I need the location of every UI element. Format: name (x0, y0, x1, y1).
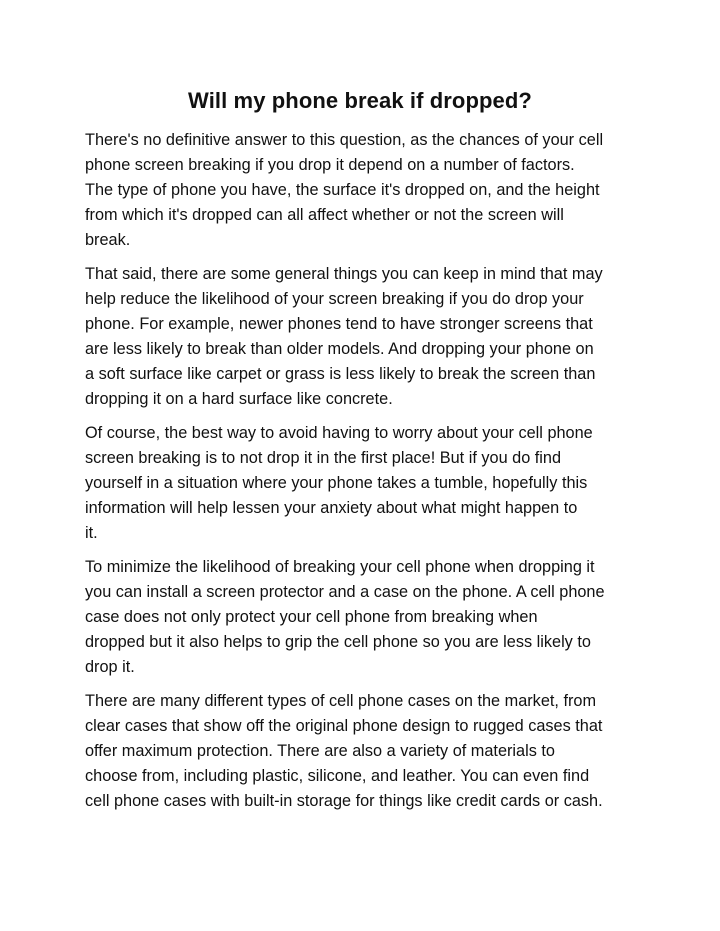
paragraph-line: choose from, including plastic, silicone, and leather. You can even find (85, 767, 590, 785)
paragraph-line: yourself in a situation where your phone takes a tumble, hopefully this (85, 474, 588, 492)
paragraph-line: dropping it on a hard surface like concrete. (85, 390, 393, 408)
paragraph-4 (85, 555, 645, 680)
paragraph-line: Of course, the best way to avoid having to worry about your cell phone (85, 424, 593, 442)
paragraph-line: you can install a screen protector and a case on the phone. A cell phone (85, 583, 605, 601)
paragraph-line: cell phone cases with built-in storage for things like credit cards or cash. (85, 792, 603, 810)
paragraph-1 (85, 128, 645, 253)
paragraph-line: To minimize the likelihood of breaking your cell phone when dropping it (85, 558, 595, 576)
paragraph-line: dropped but it also helps to grip the cell phone so you are less likely to (85, 633, 591, 651)
document-body (85, 128, 645, 823)
paragraph-3 (85, 421, 645, 546)
paragraph-line: a soft surface like carpet or grass is less likely to break the screen than (85, 365, 596, 383)
paragraph-line: The type of phone you have, the surface it's dropped on, and the height (85, 181, 600, 199)
paragraph-2 (85, 262, 645, 412)
paragraph-line: offer maximum protection. There are also a variety of materials to (85, 742, 555, 760)
document-title: Will my phone break if dropped? (188, 88, 532, 113)
paragraph-line: help reduce the likelihood of your screen breaking if you do drop your (85, 290, 584, 308)
paragraph-line: from which it's dropped can all affect whether or not the screen will (85, 206, 564, 224)
paragraph-line: screen breaking is to not drop it in the first place! But if you do find (85, 449, 562, 467)
paragraph-line: it. (85, 524, 98, 542)
paragraph-line: There are many different types of cell phone cases on the market, from (85, 692, 597, 710)
paragraph-line: phone. For example, newer phones tend to have stronger screens that (85, 315, 593, 333)
paragraph-5 (85, 689, 645, 814)
paragraph-line: are less likely to break than older models. And dropping your phone on (85, 340, 594, 358)
paragraph-line: case does not only protect your cell phone from breaking when (85, 608, 538, 626)
paragraph-line: clear cases that show off the original phone design to rugged cases that (85, 717, 603, 735)
paragraph-line: phone screen breaking if you drop it depend on a number of factors. (85, 156, 575, 174)
paragraph-line: drop it. (85, 658, 135, 676)
paragraph-line: break. (85, 231, 131, 249)
paragraph-line: information will help lessen your anxiety about what might happen to (85, 499, 578, 517)
paragraph-line: There's no definitive answer to this question, as the chances of your cell (85, 131, 604, 149)
paragraph-line: That said, there are some general things you can keep in mind that may (85, 265, 603, 283)
